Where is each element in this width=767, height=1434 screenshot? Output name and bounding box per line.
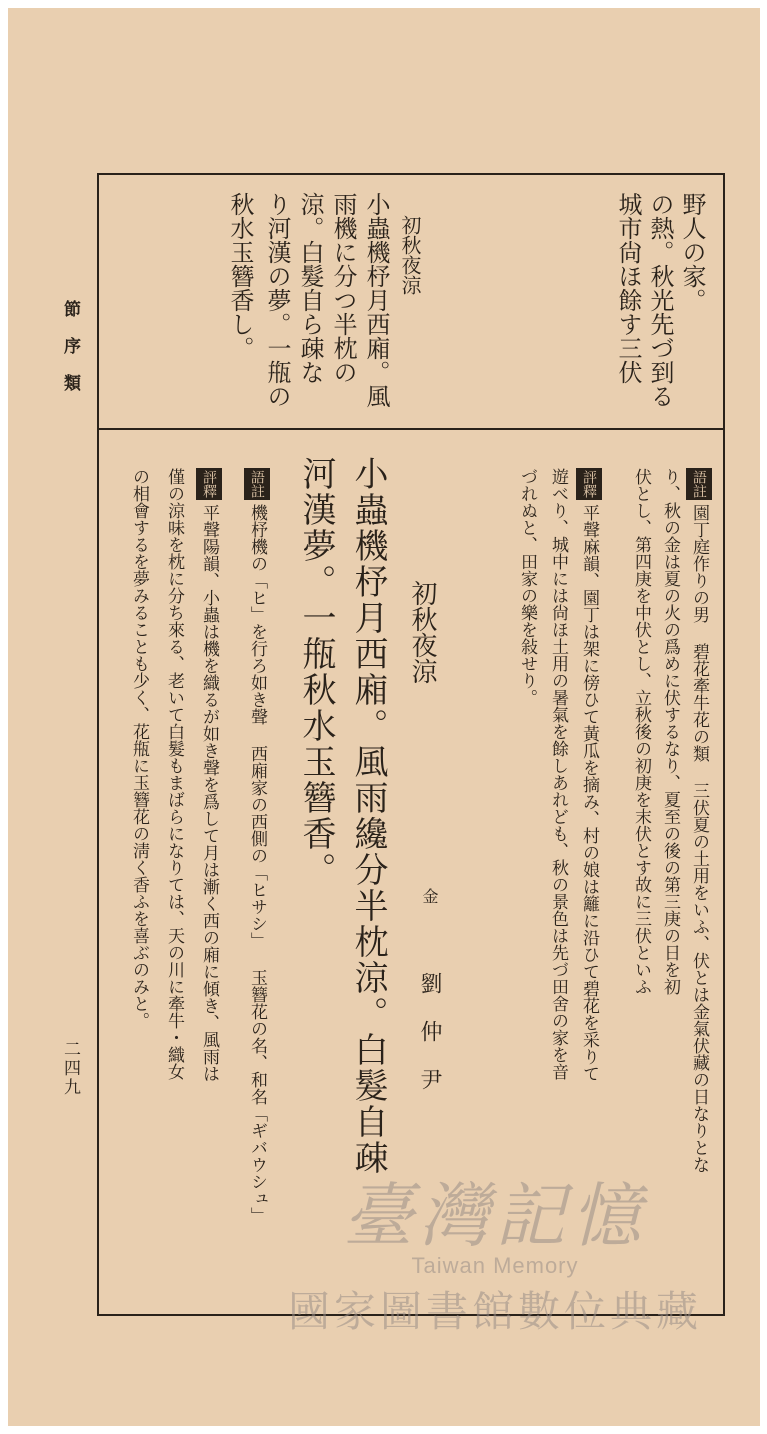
- trans-line-1: 平聲陽韻、小蟲は機を織るが如き聲を爲して月は漸く西の廂に傾き、風雨は: [199, 504, 219, 1082]
- poem-line-1: 小蟲機杼月西廂。風雨纔分半枕涼。白髮自疎: [348, 456, 388, 1176]
- prev-trans-line-1: 平聲麻韻、園丁は架に傍ひて黃瓜を摘み、村の娘は籬に沿ひて碧花を采りて: [579, 504, 599, 1082]
- upper-poem-line-5: 秋水玉簪香し。: [226, 192, 254, 360]
- notes-tag: 語註: [244, 468, 270, 500]
- upper-poem-line-4: り河漢の夢。一甁の: [263, 192, 291, 408]
- trans-block: [196, 468, 222, 1082]
- poem-author: [414, 888, 445, 1116]
- prev-trans-line-3: づれぬと、田家の樂を敍せり。: [517, 468, 537, 706]
- poem-title: 初秋夜涼: [407, 580, 437, 684]
- upper-prev-poem-line-3: 野人の家。: [678, 192, 706, 312]
- page-number: 二四九: [60, 1040, 80, 1097]
- upper-poem-line-3: 涼。白髮自ら疎な: [296, 192, 324, 384]
- trans-line-2: 僅の涼味を枕に分ち來る、老いて白髮もまばらになりては、天の川に牽牛・織女: [164, 468, 184, 1080]
- prev-notes-line-3: 伏とし、第四庚を中伏とし、立秋後の初庚を末伏とす故に三伏といふ: [631, 468, 651, 995]
- upper-prev-poem-line-2: の熱。秋光先づ到る: [646, 192, 674, 408]
- author-dynasty: 金: [420, 888, 439, 904]
- watermark-cn: 國家圖書館數位典藏: [287, 1288, 702, 1335]
- prev-trans-tag: 評釋: [576, 468, 602, 500]
- notes-line: 機杼機の「ヒ」を行ろ如き聲 西廂家の西側の「ヒサシ」 玉簪花の名、和名「ギバウシュ」: [247, 504, 267, 1224]
- prev-notes-tag: 語註: [686, 468, 712, 500]
- section-title: 節序類: [60, 300, 80, 411]
- trans-tag: 評釋: [196, 468, 222, 500]
- watermark-en: Taiwan Memory: [411, 1253, 579, 1278]
- prev-notes-line-2: り、秋の金は夏の火の爲めに伏するなり、夏至の後の第三庚の日を初: [660, 468, 680, 995]
- trans-line-3: の相會するを夢みることも少く、花甁に玉簪花の淸く香ふを喜ぶのみと。: [129, 468, 149, 1029]
- watermark: [260, 1160, 730, 1339]
- watermark-seal: 臺灣記憶: [343, 1175, 647, 1257]
- prev-notes-line-1: 園丁庭作りの男 碧花牽牛花の類 三伏夏の土用をいふ、伏とは金氣伏藏の日なりとな: [689, 504, 709, 1173]
- frame-divider: [97, 428, 725, 430]
- prev-trans-line-2: 遊べり、城中には尙ほ土用の暑氣を餘しあれども、秋の景色は先づ田舍の家を音: [548, 468, 568, 1080]
- upper-prev-poem-line-1: 城市尙ほ餘す三伏: [614, 192, 642, 384]
- notes-block: [244, 468, 270, 1224]
- upper-title: 初秋夜涼: [398, 215, 422, 295]
- upper-poem-line-1: 小蟲機杼月西廂。風: [362, 192, 390, 408]
- prev-notes-block: [686, 468, 712, 1173]
- author-name: 劉仲尹: [417, 972, 442, 1116]
- poem-line-2: 河漢夢。一甁秋水玉簪香。: [296, 456, 336, 888]
- prev-trans-block: [576, 468, 602, 1082]
- upper-poem-line-2: 雨機に分つ半枕の: [329, 192, 357, 384]
